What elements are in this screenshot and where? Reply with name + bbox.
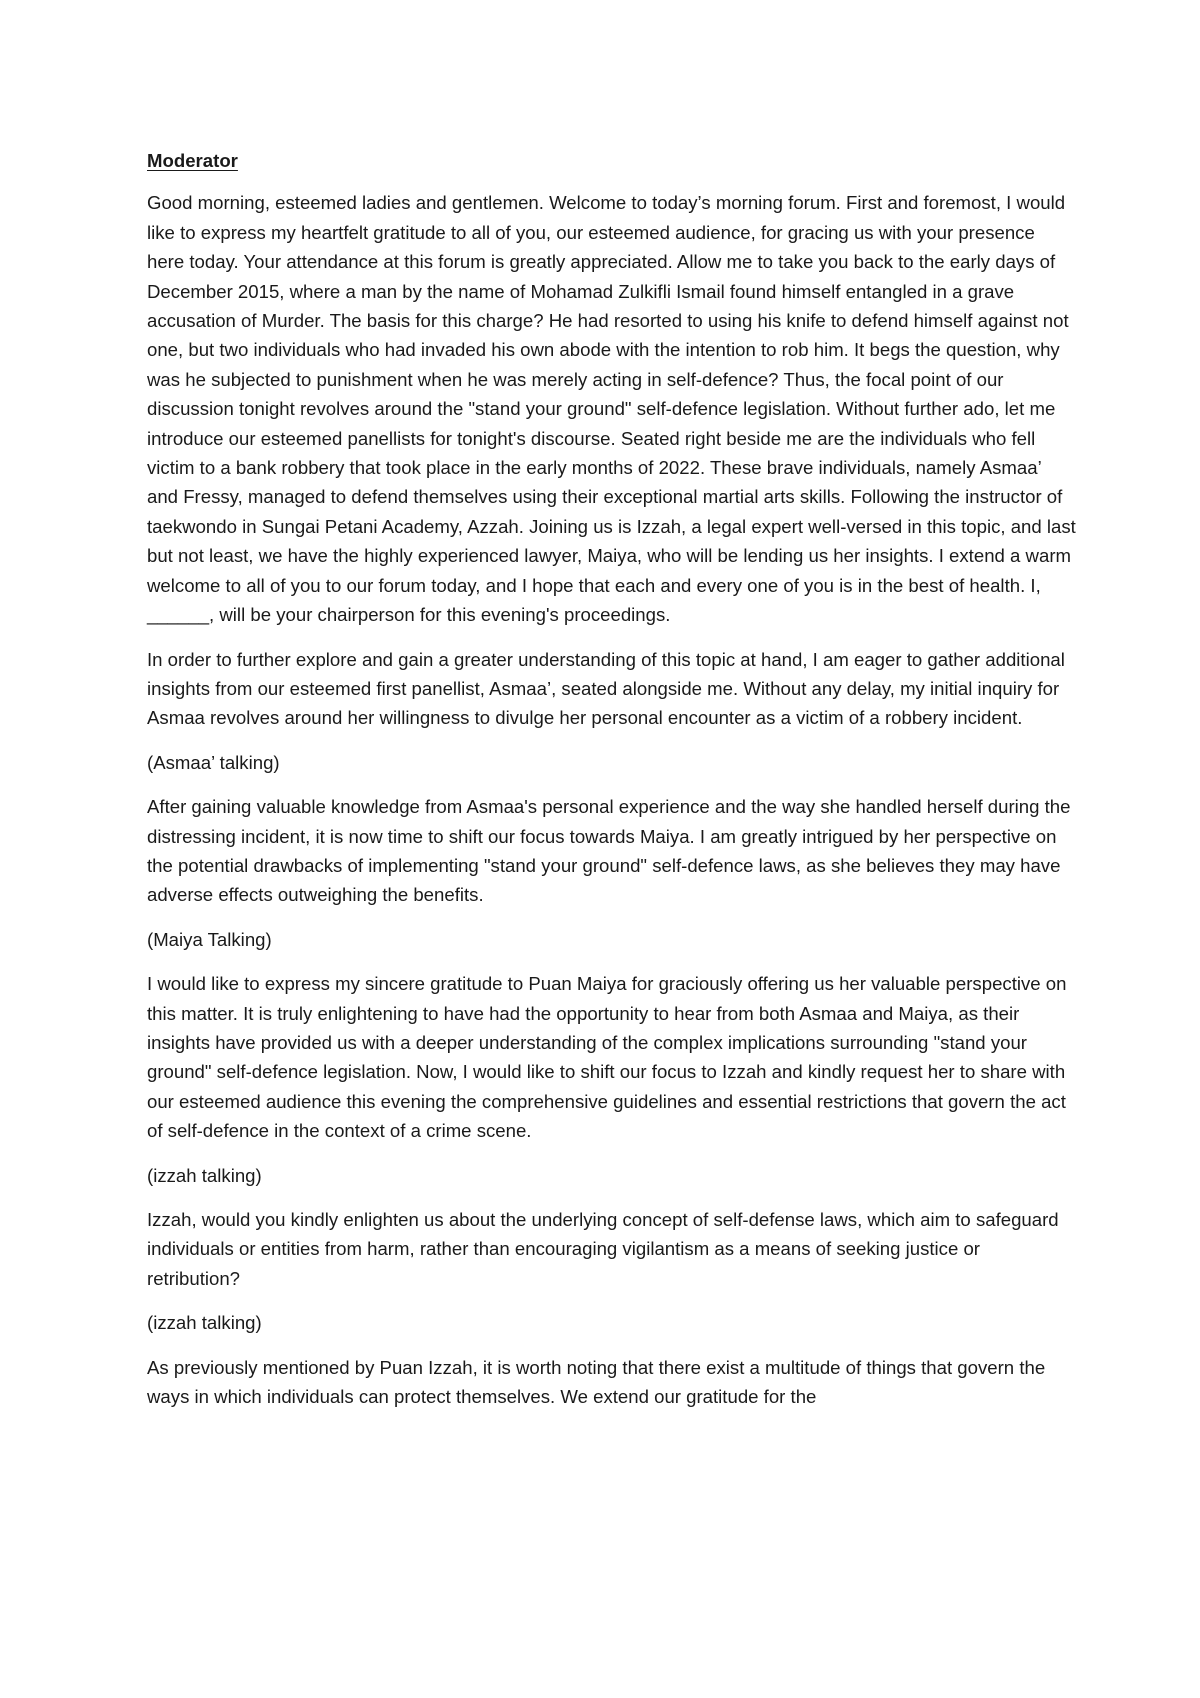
stage-direction-maiya: (Maiya Talking) bbox=[147, 928, 272, 950]
stage-direction-asmaa: (Asmaa’ talking) bbox=[147, 751, 280, 773]
opening-paragraph: Good morning, esteemed ladies and gentlemen. Welcome to today’s morning forum. First and foremost, I would like to express my heartfelt gratitude to all of you, our esteemed audience, for gracing us with your presence here today. Your attendance at this forum is greatly appreciated. Allow me to take you back to the early days of December 2015, where a man by the name of Mohamad Zulkifli Ismail found himself entangled in a grave accusation of Murder. The basis for this charge? He had resorted to using his knife to defend himself against not one, but two individuals who had invaded his own abode with the intention to rob him. It begs the question, why was he subjected to punishment when he was merely acting in self-defence? Thus, the focal point of our discussion tonight revolves around the "stand your ground" self-defence legislation. Without further ado, let me introduce our esteemed panellists for tonight's discourse. Seated right beside me are the individuals who fell victim to a bank robbery that took place in the early months of 2022. These brave individuals, namely Asmaa’ and Fressy, managed to defend themselves using their exceptional martial arts skills. Following the instructor of taekwondo in Sungai Petani Academy, Azzah. Joining us is Izzah, a legal expert well-versed in this topic, and last but not least, we have the highly experienced lawyer, Maiya, who will be lending us her insights. I extend a warm welcome to all of you to our forum today, and I hope that each and every one of you is in the best of health. I, ______, will be your chairperson for this evening's proceedings. bbox=[147, 192, 1076, 626]
paragraph-izzah-question: I would like to express my sincere gratitude to Puan Maiya for graciously offering us her valuable perspective on this matter. It is truly enlightening to have had the opportunity to hear from both Asmaa and Maiya, as their insights have provided us with a deeper understanding of the complex implications surrounding "stand your ground" self-defence legislation. Now, I would like to shift our focus to Izzah and kindly request her to share with our esteemed audience this evening the comprehensive guidelines and essential restrictions that govern the act of self-defence in the context of a crime scene. bbox=[147, 973, 1067, 1142]
stage-direction-izzah-2: (izzah talking) bbox=[147, 1312, 262, 1334]
paragraph-closing: As previously mentioned by Puan Izzah, it is worth noting that there exist a multitude of things that govern the ways in which individuals can protect themselves. We extend our gratitude for the bbox=[147, 1356, 1046, 1408]
speaker-heading: Moderator bbox=[147, 150, 238, 171]
paragraph-asmaa-question: In order to further explore and gain a greater understanding of this topic at hand, I am eager to gather additional insights from our esteemed first panellist, Asmaa’, seated alongside me. Without any delay, my initial inquiry for Asmaa revolves around her willingness to divulge her personal encounter as a victim of a robbery incident. bbox=[147, 648, 1065, 729]
stage-direction-izzah-1: (izzah talking) bbox=[147, 1164, 262, 1186]
paragraph-izzah-followup: Izzah, would you kindly enlighten us about the underlying concept of self-defense laws, which aim to safeguard individuals or entities from harm, rather than encouraging vigilantism as a means of seeking justice or retribution? bbox=[147, 1209, 1059, 1289]
document-body bbox=[147, 146, 1077, 1426]
paragraph-maiya-question: After gaining valuable knowledge from Asmaa's personal experience and the way she handled herself during the distressing incident, it is now time to shift our focus towards Maiya. I am greatly intrigued by her perspective on the potential drawbacks of implementing "stand your ground" self-defence laws, as she believes they may have adverse effects outweighing the benefits. bbox=[147, 796, 1071, 906]
